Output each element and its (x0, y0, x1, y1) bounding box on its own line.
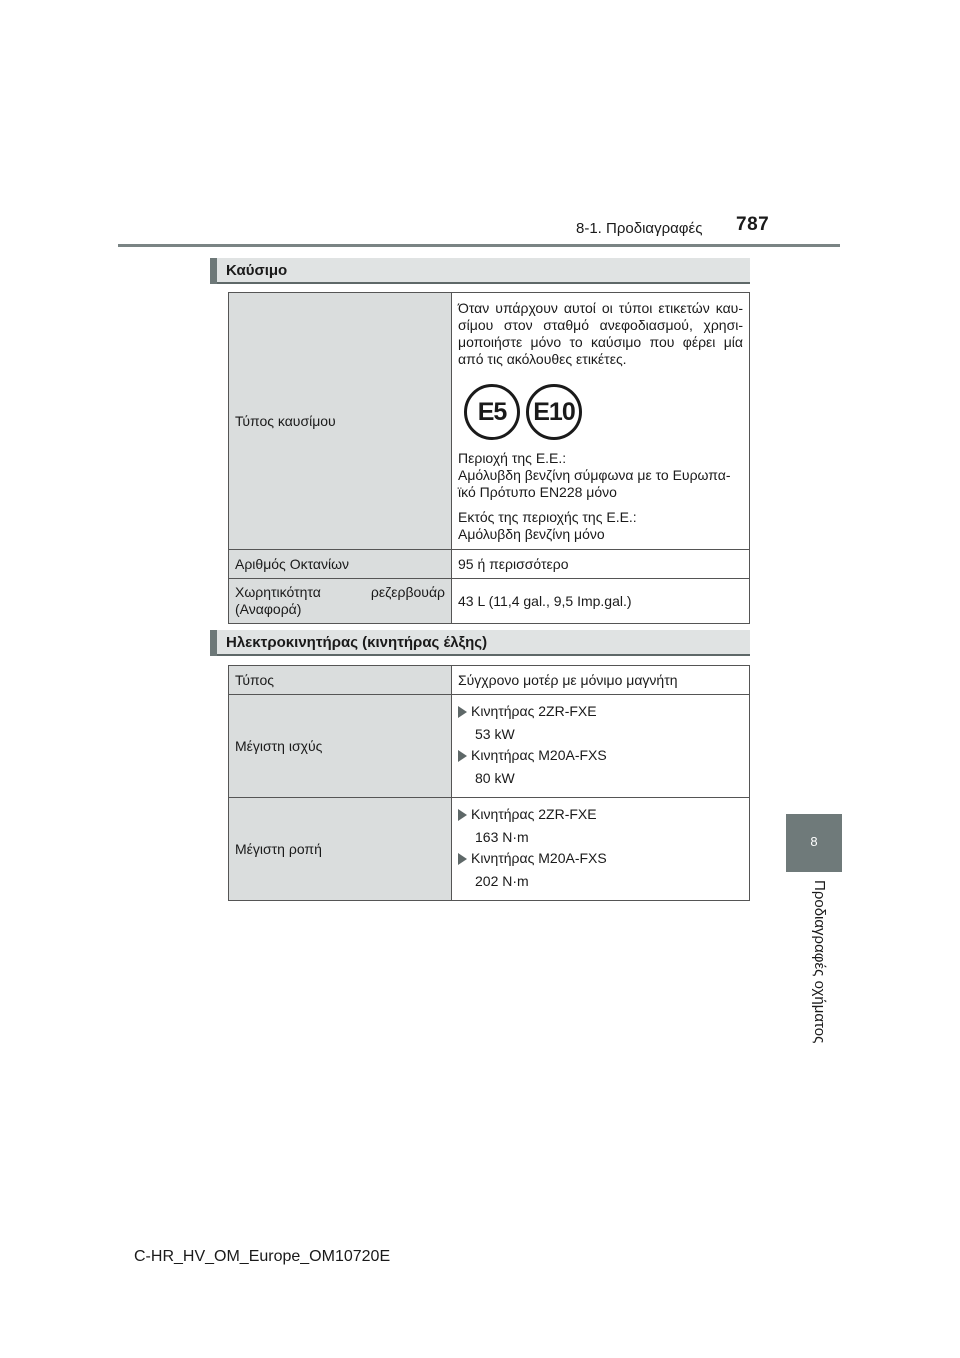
list-item (458, 850, 743, 867)
max-torque-value (452, 798, 750, 901)
fuel-spec-table (228, 292, 750, 624)
document-id: C-HR_HV_OM_Europe_OM10720E (134, 1248, 391, 1265)
chapter-number: 8 (810, 834, 818, 849)
fuel-type-value (452, 293, 750, 550)
eu-note: Περιοχή της Ε.Ε.: Αμόλυβδη βενζίνη σύμφωνα με το Ευρωπα- ϊκό Πρότυπο EN228 μόνο (458, 450, 731, 500)
motor-type-value: Σύγχρονο μοτέρ με μόνιμο μαγνήτη (452, 666, 750, 695)
fuel-label-badges (464, 384, 743, 440)
e5-label-icon: E5 (464, 384, 520, 440)
max-torque-label: Μέγιστη ροπή (229, 798, 452, 901)
torque-engine-2: Κινητήρας M20A-FXS (471, 850, 607, 866)
fuel-section-title: Καύσιμο (226, 262, 288, 279)
chapter-label: Προδιαγραφές οχήματος (811, 880, 828, 1044)
e10-label-icon: E10 (526, 384, 582, 440)
motor-section-title: Ηλεκτροκινητήρας (κινητήρας έλξης) (226, 634, 488, 651)
fuel-type-label: Τύπος καυσίμου (229, 293, 452, 550)
power-engine-2: Κινητήρας M20A-FXS (471, 747, 607, 763)
max-power-label: Μέγιστη ισχύς (229, 695, 452, 798)
octane-value: 95 ή περισσότερο (452, 550, 750, 579)
table-row (229, 666, 750, 695)
torque-value-1: 163 N·m (475, 829, 529, 845)
power-value-2: 80 kW (475, 770, 515, 786)
table-row (229, 293, 750, 550)
power-engine-1: Κινητήρας 2ZR-FXE (471, 703, 597, 719)
tank-capacity-value: 43 L (11,4 gal., 9,5 Imp.gal.) (452, 579, 750, 624)
table-row (229, 695, 750, 798)
max-power-value (452, 695, 750, 798)
fuel-section-header (210, 258, 750, 284)
tank-capacity-label: Χωρητικότητα ρεζερβουάρ (Αναφορά) (229, 579, 452, 624)
motor-section-header (210, 630, 750, 656)
motor-spec-table (228, 665, 750, 901)
list-item (458, 806, 743, 823)
torque-value-2: 202 N·m (475, 873, 529, 889)
fuel-intro-text: Όταν υπάρχουν αυτοί οι τύποι ετικετών καυ- σίμου στον σταθμό ανεφοδιασμού, χρησι- μοποιήστε μόνο το καύσιμο που φέρει μία από τις ακόλουθες ετικέτες. (458, 300, 743, 367)
octane-label: Αριθμός Οκτανίων (229, 550, 452, 579)
chapter-tab[interactable] (786, 814, 842, 872)
bullet-triangle-icon (458, 809, 467, 821)
torque-engine-1: Κινητήρας 2ZR-FXE (471, 806, 597, 822)
bullet-triangle-icon (458, 706, 467, 718)
bullet-triangle-icon (458, 853, 467, 865)
non-eu-note: Εκτός της περιοχής της Ε.Ε.: Αμόλυβδη βενζίνη μόνο (458, 509, 637, 542)
section-heading: 8-1. Προδιαγραφές (576, 220, 703, 237)
table-row (229, 798, 750, 901)
header-rule (118, 244, 840, 247)
bullet-triangle-icon (458, 750, 467, 762)
table-row (229, 550, 750, 579)
power-value-1: 53 kW (475, 726, 515, 742)
table-row (229, 579, 750, 624)
list-item (458, 747, 743, 764)
motor-type-label: Τύπος (229, 666, 452, 695)
page-number: 787 (736, 214, 770, 235)
list-item (458, 703, 743, 720)
